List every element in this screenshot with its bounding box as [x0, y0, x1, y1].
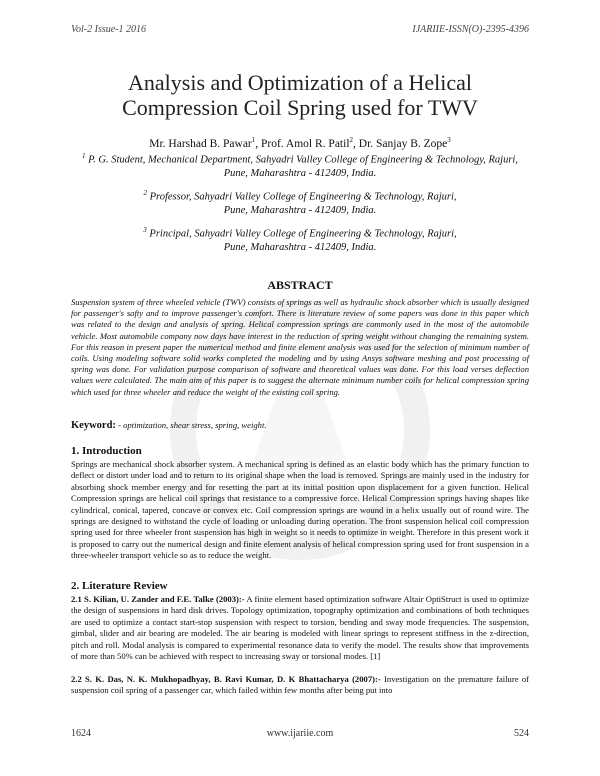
title-line-1: Analysis and Optimization of a Helical [128, 70, 472, 95]
affiliation-1 [60, 150, 540, 180]
author-2-sup: 2 [349, 136, 354, 144]
aff2-sup: 2 [143, 189, 147, 197]
section-1-heading: 1. Introduction [71, 445, 142, 457]
volume-issue: Vol-2 Issue-1 2016 [71, 24, 146, 35]
footer-page-number: 524 [514, 728, 529, 739]
author-3: Dr. Sanjay B. Zope [358, 137, 448, 150]
abstract-heading: ABSTRACT [267, 278, 333, 292]
affiliation-3 [60, 224, 540, 254]
author-2: Prof. Amol R. Patil [261, 137, 350, 150]
section-2-heading: 2. Literature Review [71, 580, 168, 592]
literature-item-2-lead: 2.2 S. K. Das, N. K. Mukhopadhyay, B. Ravi Kumar, D. K Bhattacharya (2007):- [71, 674, 381, 684]
keywords [71, 420, 531, 431]
author-3-sup: 3 [447, 136, 451, 144]
aff1-sup: 1 [82, 152, 86, 160]
title-line-2: Compression Coil Spring used for TWV [122, 95, 478, 120]
aff3-line2: Pune, Maharashtra - 412409, India. [223, 241, 377, 253]
aff1-line2: Pune, Maharashtra - 412409, India. [223, 167, 377, 179]
literature-item-2 [71, 674, 529, 697]
keywords-label: Keyword: [71, 420, 116, 431]
author-1: Mr. Harshad B. Pawar [149, 137, 252, 150]
aff2-line1: Professor, Sahyadri Valley College of Engineering & Technology, Rajuri, [149, 191, 457, 203]
literature-item-1-lead: 2.1 S. Kilian, U. Zander and F.E. Talke (2003):- [71, 594, 245, 604]
affiliation-2 [60, 187, 540, 217]
literature-item-1-text: A finite element based optimization software Altair OptiStruct is used to optimize the design of suspensions in hard disk drives. Topology optimization, topography optimization and combinations of both techniques are used to optimize a contact start-stop suspension with respect to torsion, bending and sway mode frequencies. The suspension, gimbal, slider and air bearing are modeled. The air bearing is modeled with linear springs to represent stiffness in the z-direction, pitch and roll. Modal analysis is compared to experimental resonance data to verify the model. The results show that improvements of more than 50% can be achieved with respect to increasing sway or torsional modes. [1] [71, 594, 530, 662]
literature-item-2-text: Investigation on the premature failure of suspension coil spring of a passenger car, which failed within few months after being put into [71, 674, 529, 696]
section-1-text: Springs are mechanical shock absorber system. A mechanical spring is defined as an elastic body which has the primary function to deflect or distort under load and to return to its original shape when the load is removed. Springs are mainly used in the industry for absorbing shock member energy and for resetting the part at its initial position upon displacement for a given function. Helical Compression springs are helical coil springs that resistance to a compressive force. Helical Compression springs having shapes like cylindrical, conical, tapered, concave or convex etc. Coil compression springs are wound in a helix usually out of round wire. The springs are designed to withstand the cycle of loading or unloading during operation. The front suspension helical coil compression spring used for three wheeler front suspension has high in weight so it needs to optimize in weight. Therefore in this present work it is proposed to carry out the numerical design and finite element analysis of helical compression spring used for front suspension in a three-wheeler transport vehicle so as to reduce the weight. [71, 459, 529, 561]
paper-title [0, 70, 600, 120]
abstract-text: Suspension system of three wheeled vehicle (TWV) consists of springs as well as hydraulic shock absorber which is usually designed for passenger's safty and to improve passenger's comfort. There is literature review of some papers was done in this paper which was related to the design and analysis of spring. Helical compression springs are commonly used in the most of the automobile vehicle. Most automobile company now days have interest in the reduction of spring weight without changing the remaining system. For this reason in present paper the numerical method and finite element analysis was used for the selection of minimum number of coils. Using modeling software solid works completed the modeling and by using Ansys software meshing and post processing of spring was done. For validation purpose comparison of software and theoretical values was done. For this load verses deflection values were calculated. The main aim of this paper is to suggest the alternate minimum number coils for helical compression spring which used for three wheeler and reduce the weight of the existing coil spring. [71, 297, 529, 397]
footer-website: www.ijariie.com [266, 728, 334, 739]
aff1-line1: P. G. Student, Mechanical Department, Sahyadri Valley College of Engineering & Technology, Rajuri, [88, 154, 518, 166]
aff3-sup: 3 [143, 226, 147, 234]
footer-paper-id: 1624 [71, 728, 91, 739]
author-1-sup: 1 [251, 136, 256, 144]
aff3-line1: Principal, Sahyadri Valley College of Engineering & Technology, Rajuri, [149, 228, 457, 240]
literature-item-1 [71, 594, 529, 662]
aff2-line2: Pune, Maharashtra - 412409, India. [223, 204, 377, 216]
keywords-text: - optimization, shear stress, spring, weight. [118, 420, 267, 430]
issn: IJARIIE-ISSN(O)-2395-4396 [412, 24, 529, 35]
author-list: Mr. Harshad B. Pawar$^1$, Prof. Amol R. Patil$^2$, Dr. Sanjay B. Zope$^3$ [149, 136, 451, 150]
